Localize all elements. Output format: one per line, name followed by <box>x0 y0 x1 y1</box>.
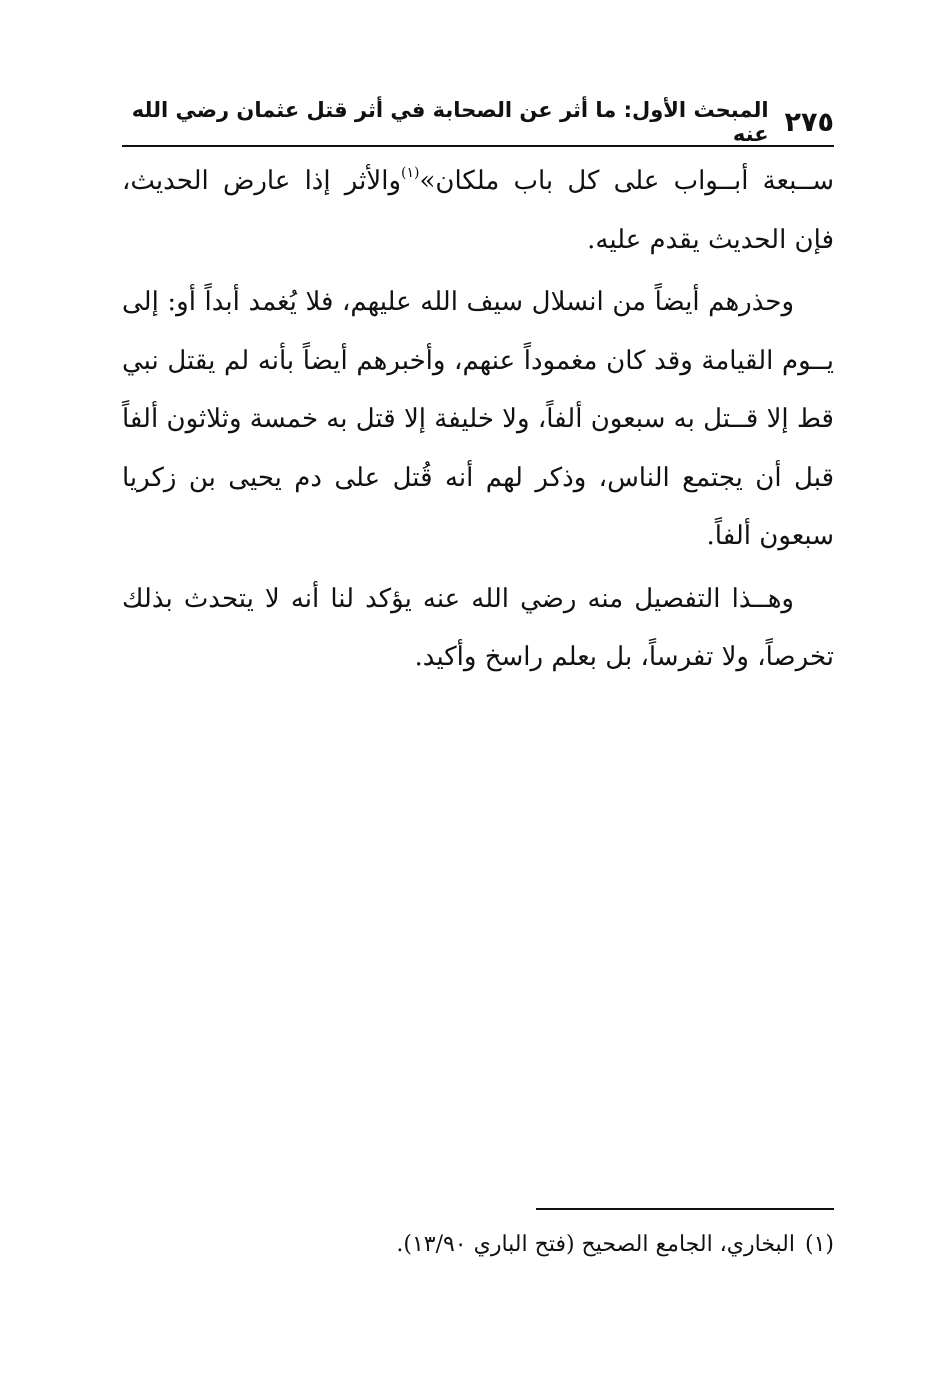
paragraph-1-part-a: ســبعة أبــواب على كل باب ملكان» <box>419 166 834 196</box>
footnote <box>122 1228 834 1262</box>
footnote-divider <box>536 1208 834 1210</box>
header-divider <box>122 145 834 147</box>
body-text <box>122 152 834 687</box>
paragraph-2: وحذرهم أيضاً من انسلال سيف الله عليهم، فلا يُغمد أبداً أو: إلى يــوم القيامة وقد كان مغموداً عنهم، وأخبرهم أيضاً بأنه لم يقتل نبي قط إلا قــتل به سبعون ألفاً، ولا خليفة إلا قتل به خمسة وثلاثون ألفاً قبل أن يجتمع الناس، وذكر لهم أنه قُتل على دم يحيى بن زكريا سبعون ألفاً. <box>121 287 834 551</box>
footnote-number: (١) <box>804 1232 834 1257</box>
paragraph-1 <box>122 152 834 269</box>
page-header <box>122 98 834 146</box>
page-number: ٢٧٥ <box>784 106 834 138</box>
footnote-reference[interactable]: (١) <box>401 165 420 181</box>
paragraph-3: وهــذا التفصيل منه رضي الله عنه يؤكد لنا أنه لا يتحدث بذلك تخرصاً، ولا تفرساً، بل بعلم راسخ وأكيد. <box>122 583 834 672</box>
running-title: المبحث الأول: ما أثر عن الصحابة في أثر قتل عثمان رضي الله عنه <box>131 98 769 146</box>
paragraph-1-part-b: والأثر إذا عارض الحديث، فإن الحديث يقدم عليه. <box>122 166 834 255</box>
footnote-text: البخاري، الجامع الصحيح (فتح الباري ١٣/٩٠). <box>396 1232 795 1257</box>
